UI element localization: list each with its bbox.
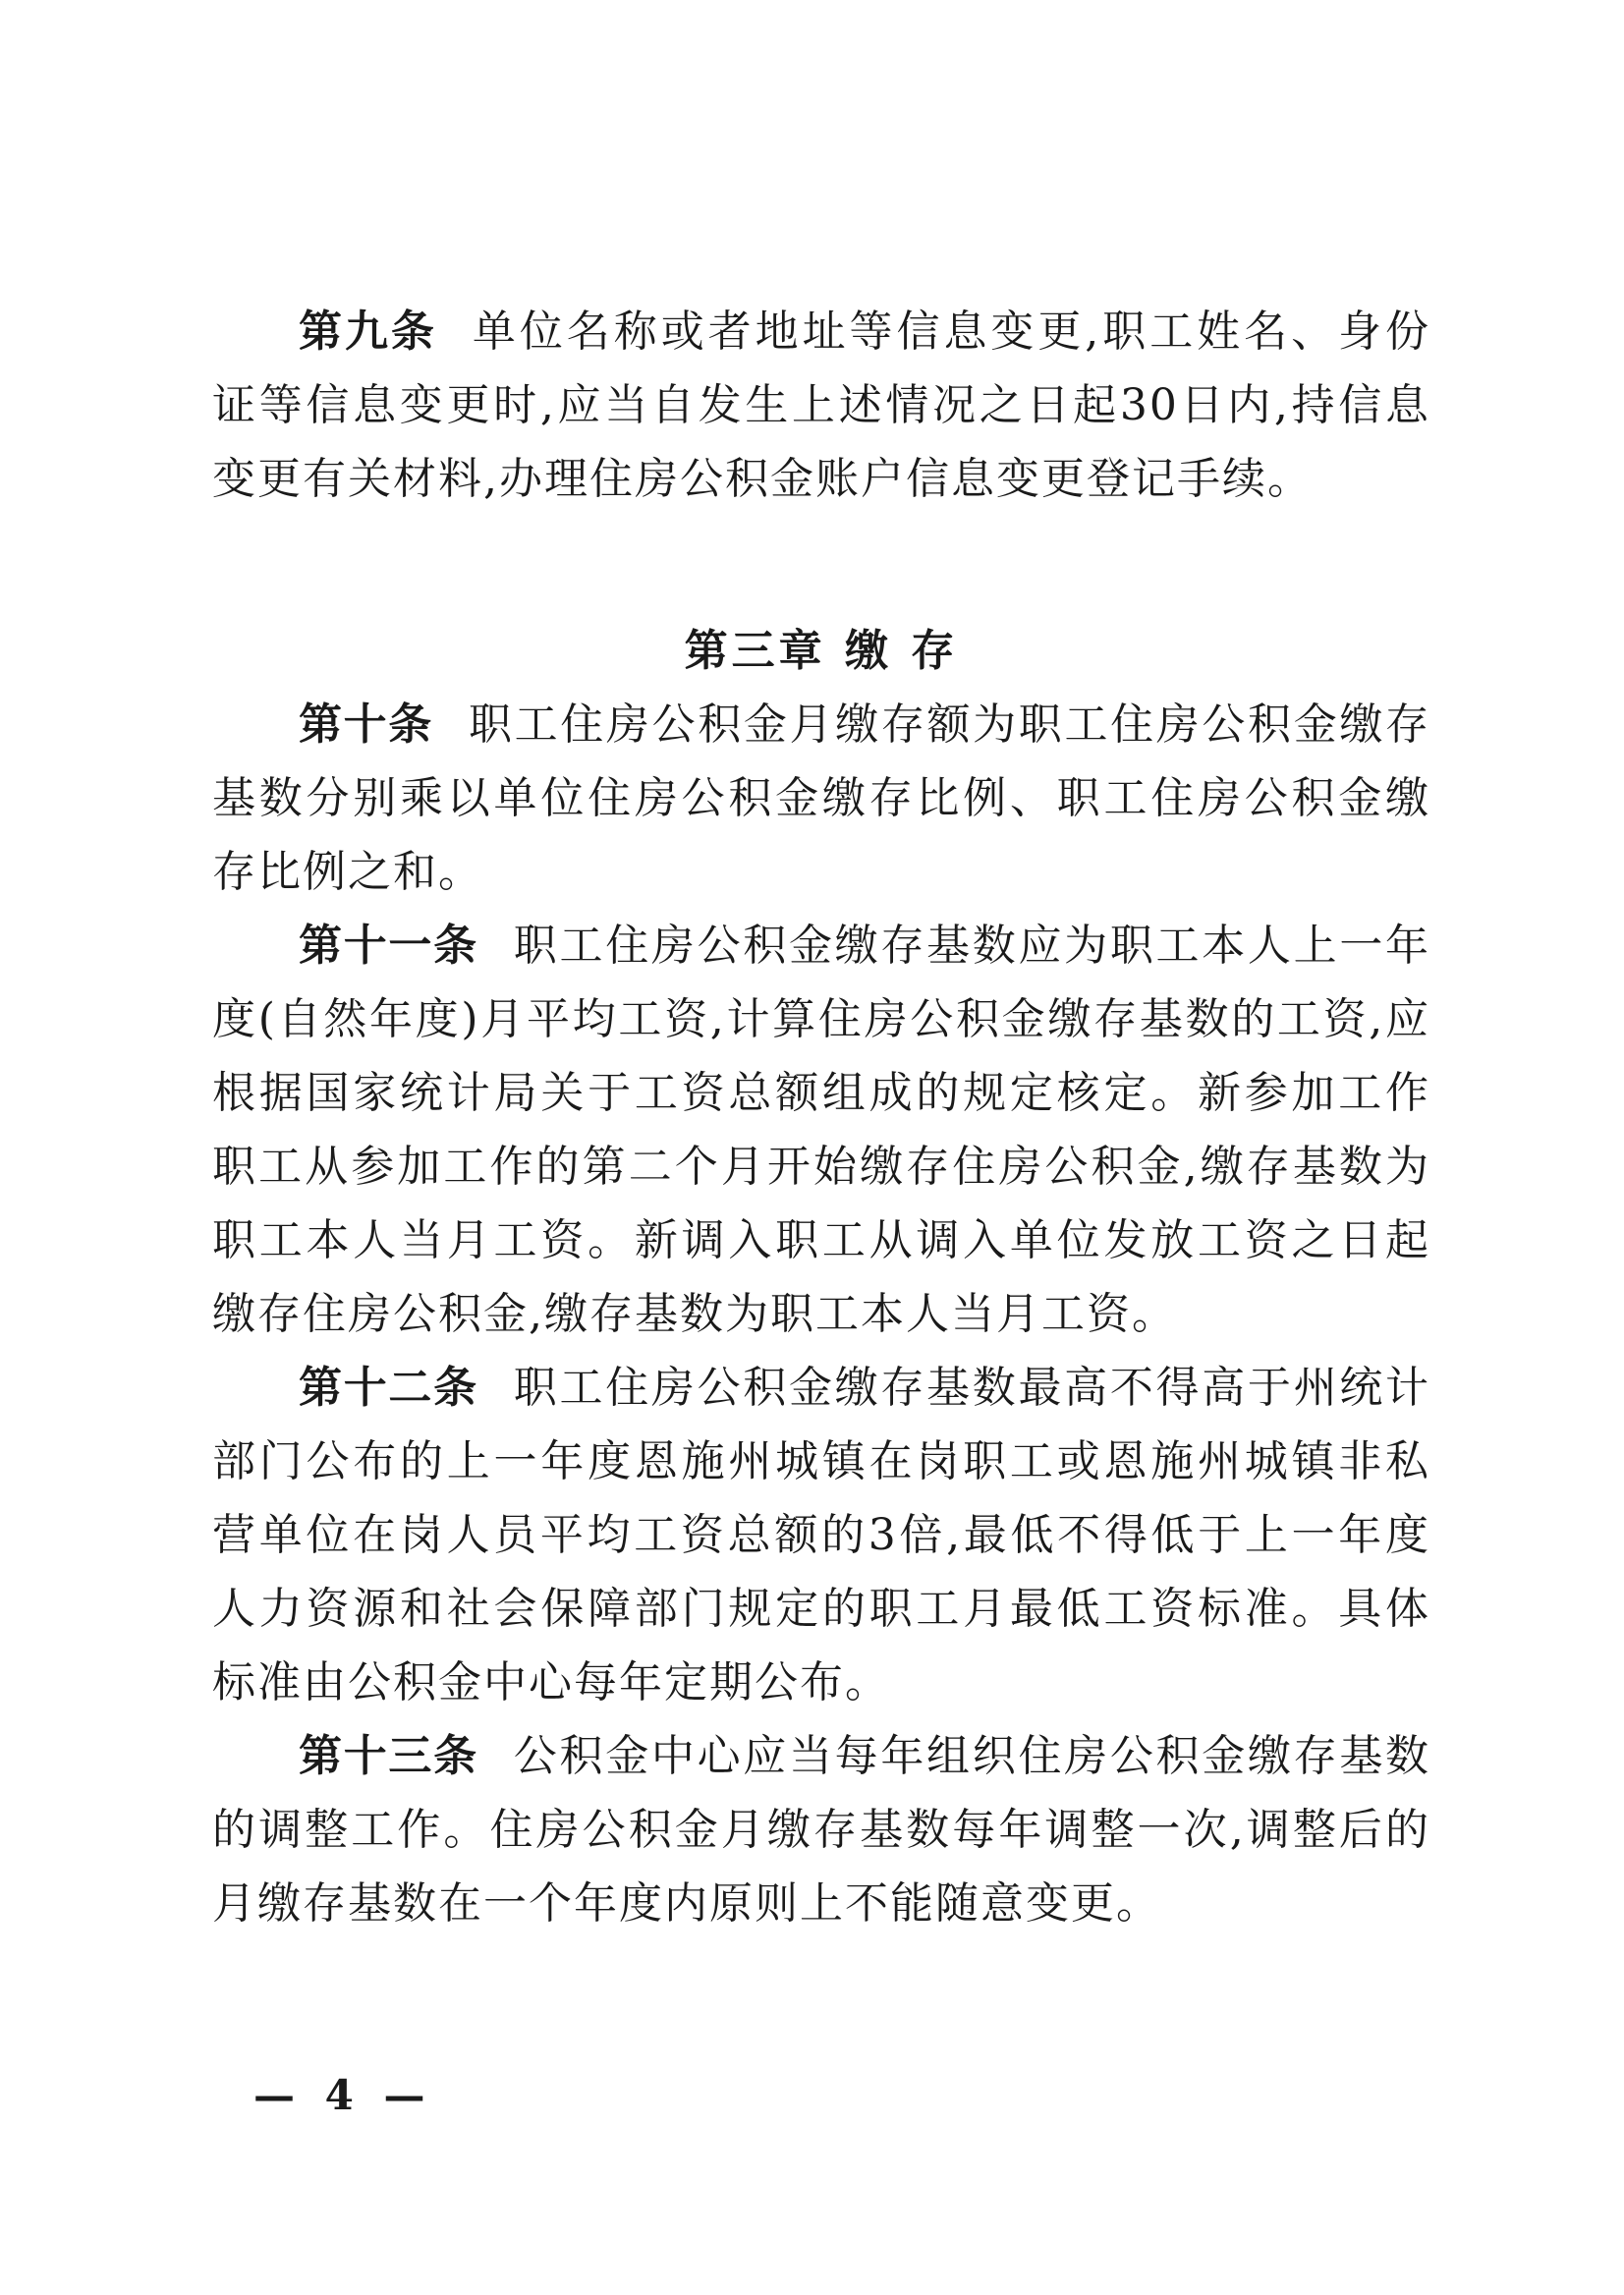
article-10-text: 职工住房公积金月缴存额为职工住房公积金缴存基数分别乘以单位住房公积金缴存比例、职工住房公积金缴存比例之和。: [212, 700, 1431, 897]
article-12: [212, 1351, 1430, 1719]
article-11-text: 职工住房公积金缴存基数应为职工本人上一年度(自然年度)月平均工资,计算住房公积金缴存基数的工资,应根据国家统计局关于工资总额组成的规定核定。新参加工作职工从参加工作的第二个月开始缴存住房公积金,缴存基数为职工本人当月工资。新调入职工从调入单位发放工资之日起缴存住房公积金,缴存基数为职工本人当月工资。: [212, 921, 1431, 1339]
article-13: [212, 1719, 1430, 1940]
article-11-label: 第十一条: [299, 921, 478, 971]
article-13-text: 公积金中心应当每年组织住房公积金缴存基数的调整工作。住房公积金月缴存基数每年调整一次,调整后的月缴存基数在一个年度内原则上不能随意变更。: [212, 1731, 1431, 1929]
article-10: [212, 688, 1430, 909]
article-12-label: 第十二条: [299, 1363, 478, 1413]
article-12-text: 职工住房公积金缴存基数最高不得高于州统计部门公布的上一年度恩施州城镇在岗职工或恩施州城镇非私营单位在岗人员平均工资总额的3倍,最低不得低于上一年度人力资源和社会保障部门规定的职工月最低工资标准。具体标准由公积金中心每年定期公布。: [212, 1363, 1431, 1707]
article-9: [212, 295, 1430, 516]
article-11: [212, 909, 1430, 1351]
article-9-label: 第九条: [299, 307, 437, 357]
article-9-text: 单位名称或者地址等信息变更,职工姓名、身份证等信息变更时,应当自发生上述情况之日起30日内,持信息变更有关材料,办理住房公积金账户信息变更登记手续。: [212, 307, 1430, 504]
page-number: — 4 —: [253, 2071, 433, 2119]
chapter-3-heading: 第三章 缴 存: [684, 626, 959, 676]
document-body: [212, 295, 1430, 1940]
article-13-label: 第十三条: [299, 1731, 478, 1781]
article-10-label: 第十条: [299, 700, 433, 750]
